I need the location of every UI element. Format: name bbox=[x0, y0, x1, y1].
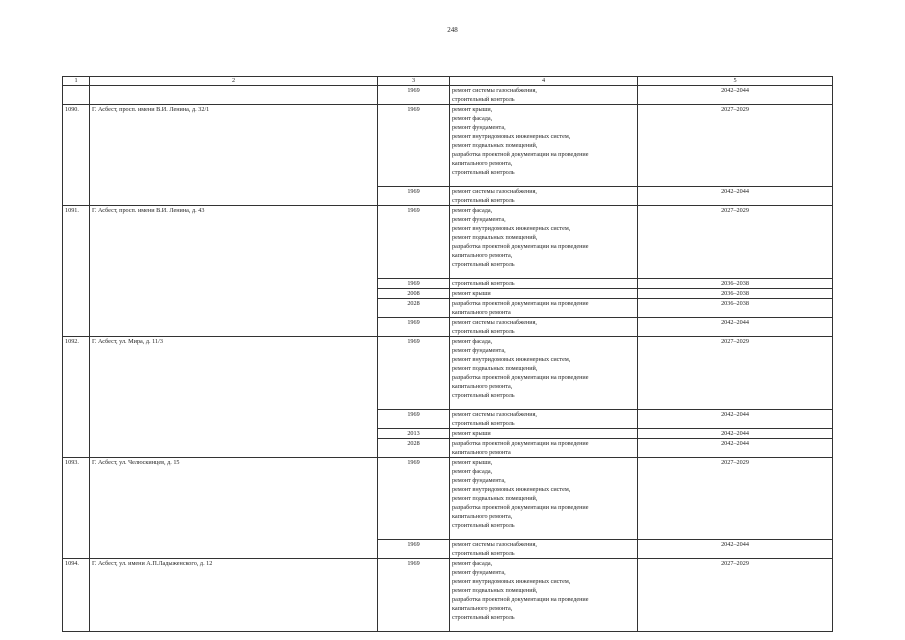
work-item: ремонт системы газоснабжения, bbox=[452, 188, 537, 195]
works-cell bbox=[450, 439, 638, 458]
year-cell: 1969 bbox=[378, 187, 450, 206]
table-row bbox=[63, 337, 833, 410]
work-item: ремонт крыши, bbox=[452, 106, 493, 113]
period-cell: 2027–2029 bbox=[638, 105, 833, 187]
work-item: строительный контроль bbox=[452, 328, 515, 335]
header-row bbox=[63, 77, 833, 86]
period-cell: 2042–2044 bbox=[638, 410, 833, 429]
address-cell: Г. Асбест, ул. имени А.П.Ладыженского, д. 12 bbox=[90, 559, 378, 632]
work-item: ремонт фундамента, bbox=[452, 216, 506, 223]
works-cell bbox=[450, 299, 638, 318]
header-cell: 2 bbox=[90, 77, 378, 86]
cell-spacer bbox=[452, 530, 635, 539]
period-cell: 2042–2044 bbox=[638, 439, 833, 458]
work-item: разработка проектной документации на проведение bbox=[452, 243, 589, 250]
works-cell bbox=[450, 318, 638, 337]
address-cell: Г. Асбест, просп. имени В.И. Ленина, д. 43 bbox=[90, 206, 378, 337]
row-number-cell: 1092. bbox=[63, 337, 90, 458]
work-item: ремонт крыши bbox=[452, 290, 491, 297]
works-cell bbox=[450, 187, 638, 206]
work-item: ремонт фундамента, bbox=[452, 569, 506, 576]
work-item: ремонт фундамента, bbox=[452, 477, 506, 484]
work-item: ремонт фасада, bbox=[452, 115, 493, 122]
work-item: ремонт подвальных помещений, bbox=[452, 587, 538, 594]
header-cell: 5 bbox=[638, 77, 833, 86]
table-row bbox=[63, 86, 833, 105]
repair-schedule-table bbox=[62, 76, 833, 632]
work-item: ремонт внутридомовых инженерных систем, bbox=[452, 225, 571, 232]
cell-spacer bbox=[452, 622, 635, 631]
work-item: ремонт крыши bbox=[452, 430, 491, 437]
address-cell: Г. Асбест, ул. Челюскинцев, д. 15 bbox=[90, 458, 378, 559]
work-item: строительный контроль bbox=[452, 197, 515, 204]
works-cell bbox=[450, 540, 638, 559]
work-item: капитального ремонта, bbox=[452, 513, 513, 520]
header-cell: 4 bbox=[450, 77, 638, 86]
work-item: ремонт фундамента, bbox=[452, 124, 506, 131]
table-row bbox=[63, 559, 833, 632]
work-item: капитального ремонта, bbox=[452, 160, 513, 167]
work-item: ремонт фундамента, bbox=[452, 347, 506, 354]
work-item: разработка проектной документации на проведение bbox=[452, 300, 589, 307]
work-item: ремонт подвальных помещений, bbox=[452, 365, 538, 372]
period-cell: 2036–2038 bbox=[638, 289, 833, 299]
work-item: строительный контроль bbox=[452, 420, 515, 427]
work-item: строительный контроль bbox=[452, 550, 515, 557]
period-cell: 2027–2029 bbox=[638, 337, 833, 410]
work-item: ремонт подвальных помещений, bbox=[452, 234, 538, 241]
cell-spacer bbox=[452, 269, 635, 278]
period-cell: 2027–2029 bbox=[638, 559, 833, 632]
row-number-cell bbox=[63, 86, 90, 105]
work-item: ремонт крыши, bbox=[452, 459, 493, 466]
work-item: ремонт фасада, bbox=[452, 468, 493, 475]
works-cell bbox=[450, 289, 638, 299]
works-cell bbox=[450, 206, 638, 279]
period-cell: 2042–2044 bbox=[638, 540, 833, 559]
work-item: ремонт фасада, bbox=[452, 207, 493, 214]
work-item: капитального ремонта, bbox=[452, 383, 513, 390]
work-item: капитального ремонта, bbox=[452, 252, 513, 259]
year-cell: 2028 bbox=[378, 299, 450, 318]
work-item: строительный контроль bbox=[452, 392, 515, 399]
year-cell: 1969 bbox=[378, 410, 450, 429]
year-cell: 1969 bbox=[378, 458, 450, 540]
table-row bbox=[63, 105, 833, 187]
address-cell: Г. Асбест, ул. Мира, д. 11/3 bbox=[90, 337, 378, 458]
period-cell: 2036–2038 bbox=[638, 299, 833, 318]
year-cell: 1969 bbox=[378, 540, 450, 559]
work-item: разработка проектной документации на проведение bbox=[452, 374, 589, 381]
period-cell: 2042–2044 bbox=[638, 187, 833, 206]
works-cell bbox=[450, 86, 638, 105]
year-cell: 1969 bbox=[378, 559, 450, 632]
works-cell bbox=[450, 105, 638, 187]
work-item: строительный контроль bbox=[452, 169, 515, 176]
work-item: разработка проектной документации на проведение bbox=[452, 440, 589, 447]
works-cell bbox=[450, 337, 638, 410]
work-item: капитального ремонта, bbox=[452, 605, 513, 612]
cell-spacer bbox=[452, 400, 635, 409]
row-number-cell: 1094. bbox=[63, 559, 90, 632]
header-cell: 1 bbox=[63, 77, 90, 86]
year-cell: 2028 bbox=[378, 439, 450, 458]
table-row bbox=[63, 458, 833, 540]
work-item: ремонт внутридомовых инженерных систем, bbox=[452, 578, 571, 585]
period-cell: 2036–2038 bbox=[638, 279, 833, 289]
work-item: ремонт подвальных помещений, bbox=[452, 495, 538, 502]
year-cell: 2013 bbox=[378, 429, 450, 439]
work-item: разработка проектной документации на проведение bbox=[452, 596, 589, 603]
year-cell: 1969 bbox=[378, 337, 450, 410]
year-cell: 2008 bbox=[378, 289, 450, 299]
works-cell bbox=[450, 429, 638, 439]
year-cell: 1969 bbox=[378, 206, 450, 279]
row-number-cell: 1093. bbox=[63, 458, 90, 559]
work-item: ремонт внутридомовых инженерных систем, bbox=[452, 133, 571, 140]
period-cell: 2042–2044 bbox=[638, 429, 833, 439]
period-cell: 2027–2029 bbox=[638, 458, 833, 540]
work-item: строительный контроль bbox=[452, 96, 515, 103]
row-number-cell: 1091. bbox=[63, 206, 90, 337]
period-cell: 2042–2044 bbox=[638, 86, 833, 105]
works-cell bbox=[450, 559, 638, 632]
work-item: строительный контроль bbox=[452, 522, 515, 529]
works-cell bbox=[450, 458, 638, 540]
table-row bbox=[63, 206, 833, 279]
works-cell bbox=[450, 279, 638, 289]
work-item: капитального ремонта bbox=[452, 449, 511, 456]
year-cell: 1969 bbox=[378, 86, 450, 105]
year-cell: 1969 bbox=[378, 279, 450, 289]
year-cell: 1969 bbox=[378, 105, 450, 187]
period-cell: 2042–2044 bbox=[638, 318, 833, 337]
cell-spacer bbox=[452, 177, 635, 186]
work-item: ремонт системы газоснабжения, bbox=[452, 411, 537, 418]
year-cell: 1969 bbox=[378, 318, 450, 337]
work-item: строительный контроль bbox=[452, 261, 515, 268]
table-body bbox=[63, 77, 833, 632]
page-number: 248 bbox=[447, 26, 458, 34]
work-item: ремонт системы газоснабжения, bbox=[452, 319, 537, 326]
work-item: ремонт системы газоснабжения, bbox=[452, 87, 537, 94]
row-number-cell: 1090. bbox=[63, 105, 90, 206]
work-item: ремонт внутридомовых инженерных систем, bbox=[452, 356, 571, 363]
work-item: строительный контроль bbox=[452, 614, 515, 621]
header-cell: 3 bbox=[378, 77, 450, 86]
works-cell bbox=[450, 410, 638, 429]
period-cell: 2027–2029 bbox=[638, 206, 833, 279]
work-item: строительный контроль bbox=[452, 280, 515, 287]
work-item: капитального ремонта bbox=[452, 309, 511, 316]
work-item: ремонт фасада, bbox=[452, 560, 493, 567]
work-item: разработка проектной документации на проведение bbox=[452, 151, 589, 158]
address-cell bbox=[90, 86, 378, 105]
work-item: ремонт фасада, bbox=[452, 338, 493, 345]
work-item: ремонт подвальных помещений, bbox=[452, 142, 538, 149]
address-cell: Г. Асбест, просп. имени В.И. Ленина, д. 32/1 bbox=[90, 105, 378, 206]
work-item: разработка проектной документации на проведение bbox=[452, 504, 589, 511]
work-item: ремонт внутридомовых инженерных систем, bbox=[452, 486, 571, 493]
work-item: ремонт системы газоснабжения, bbox=[452, 541, 537, 548]
